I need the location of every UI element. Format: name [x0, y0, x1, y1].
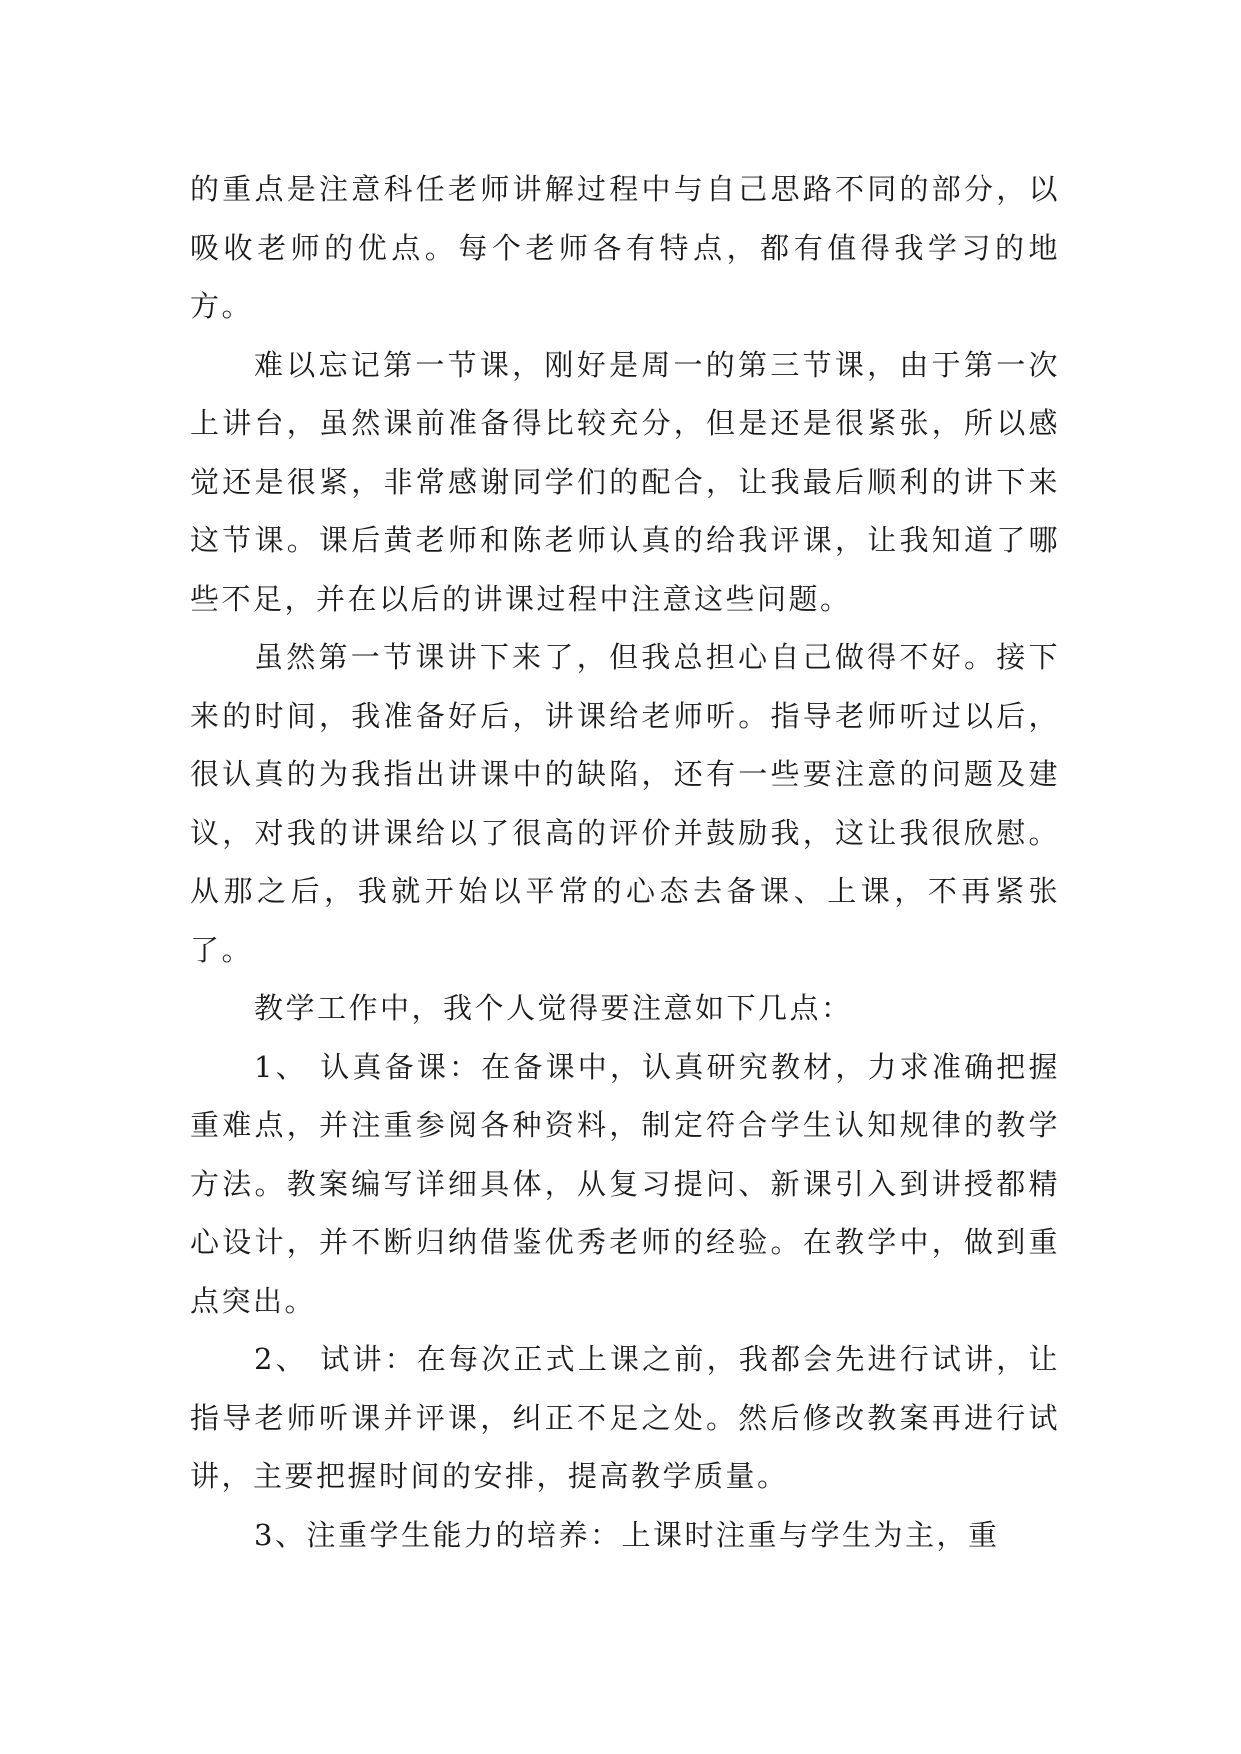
paragraph-trial-lecture: 虽然第一节课讲下来了，但我总担心自己做得不好。接下来的时间，我准备好后，讲课给老师听。指导老师听过以后，很认真的为我指出讲课中的缺陷，还有一些要注意的问题及建议，对我的讲课给以了很高的评价并鼓励我，这让我很欣慰。从那之后，我就开始以平常的心态去备课、上课，不再紧张了。 [190, 640, 1060, 967]
document-body [190, 160, 1060, 1564]
list-item-student-ability: 3、注重学生能力的培养：上课时注重与学生为主，重 [254, 1517, 1000, 1552]
paragraph-teaching-points-intro: 教学工作中，我个人觉得要注意如下几点： [254, 991, 853, 1025]
list-item-lesson-prep: 1、 认真备课：在备课中，认真研究教材，力求准确把握重难点，并注重参阅各种资料，制定符合学生认知规律的教学方法。教案编写详细具体，从复习提问、新课引入到讲授都精心设计，并不断归纳借鉴优秀老师的经验。在教学中，做到重点突出。 [190, 1049, 1060, 1318]
list-item-trial-teaching: 2、 试讲：在每次正式上课之前，我都会先进行试讲，让指导老师听课并评课，纠正不足之处。然后修改教案再进行试讲，主要把握时间的安排，提高教学质量。 [190, 1342, 1060, 1493]
paragraph-first-lesson: 难以忘记第一节课，刚好是周一的第三节课，由于第一次上讲台，虽然课前准备得比较充分，但是还是很紧张，所以感觉还是很紧，非常感谢同学们的配合，让我最后顺利的讲下来这节课。课后黄老师和陈老师认真的给我评课，让我知道了哪些不足，并在以后的讲课过程中注意这些问题。 [190, 347, 1060, 616]
paragraph-continuation: 的重点是注意科任老师讲解过程中与自己思路不同的部分，以吸收老师的优点。每个老师各有特点，都有值得我学习的地方。 [190, 172, 1060, 323]
